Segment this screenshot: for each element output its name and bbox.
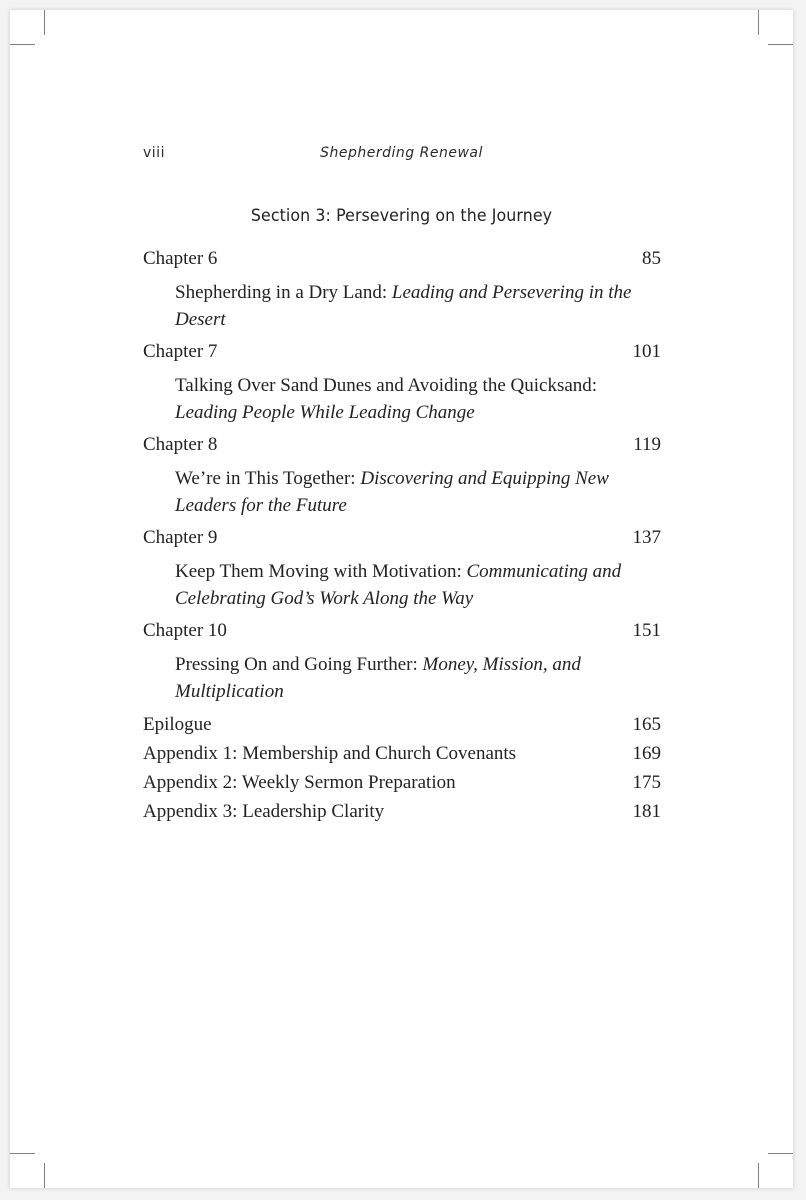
toc-row-appendix-2 [143,768,661,797]
chapter-subtitle: Communicating and Celebrating God’s Work Along the Way [175,561,622,609]
chapter-label: Chapter 10 [143,620,227,641]
chapter-page-number: 85 [642,248,661,269]
chapter-page-number: 137 [632,527,661,548]
toc-row [143,338,661,366]
crop-mark-bottom-right-h [768,1153,793,1154]
crop-mark-top-left-v [44,10,45,35]
toc-row-epilogue [143,710,661,739]
toc-row-appendix-3 [143,797,661,826]
toc-chapter-7 [143,338,661,426]
toc-row [143,524,661,552]
running-head [143,145,660,165]
section-title: Section 3: Persevering on the Journey [250,206,553,226]
crop-mark-top-right-h [768,44,793,45]
chapter-description [143,279,661,333]
backmatter-label: Appendix 1: Membership and Church Covenants [143,743,517,764]
chapter-page-number: 119 [633,434,661,455]
book-title: Shepherding Renewal [320,145,483,161]
chapter-description [143,465,661,519]
backmatter-page-number: 165 [632,714,661,735]
crop-mark-bottom-right-v [758,1163,759,1188]
chapter-page-number: 151 [632,620,661,641]
chapter-description [143,651,661,705]
backmatter-page-number: 175 [632,772,661,793]
chapter-subtitle: Leading People While Leading Change [175,402,475,423]
toc-row [143,245,661,273]
chapter-subtitle: Discovering and Equipping New Leaders for the Future [175,468,609,516]
chapter-title: Talking Over Sand Dunes and Avoiding the Quicksand: [175,375,598,396]
backmatter-page-number: 181 [632,801,661,822]
chapter-description [143,372,661,426]
chapter-label: Chapter 9 [143,527,218,548]
page-number: viii [143,145,165,161]
toc-row [143,431,661,459]
table-of-contents [143,245,661,826]
chapter-title: We’re in This Together: [175,468,361,489]
chapter-title: Pressing On and Going Further: [175,654,423,675]
chapter-description [143,558,661,612]
crop-mark-bottom-left-v [44,1163,45,1188]
crop-mark-top-right-v [758,10,759,35]
chapter-page-number: 101 [632,341,661,362]
crop-mark-top-left-h [10,44,35,45]
crop-mark-bottom-left-h [10,1153,35,1154]
chapter-title: Shepherding in a Dry Land: [175,282,392,303]
toc-row-appendix-1 [143,739,661,768]
chapter-subtitle: Money, Mission, and Multiplication [175,654,581,702]
chapter-label: Chapter 8 [143,434,218,455]
backmatter-page-number: 169 [632,743,661,764]
chapter-label: Chapter 6 [143,248,218,269]
chapter-title: Keep Them Moving with Motivation: [175,561,467,582]
toc-chapter-8 [143,431,661,519]
toc-chapter-9 [143,524,661,612]
toc-backmatter [143,710,661,826]
backmatter-label: Epilogue [143,714,212,735]
toc-chapter-10 [143,617,661,705]
chapter-label: Chapter 7 [143,341,218,362]
backmatter-label: Appendix 2: Weekly Sermon Preparation [143,772,456,793]
toc-row [143,617,661,645]
backmatter-label: Appendix 3: Leadership Clarity [143,801,385,822]
book-page [10,10,793,1188]
toc-chapter-6 [143,245,661,333]
chapter-subtitle: Leading and Persevering in the Desert [175,282,632,330]
